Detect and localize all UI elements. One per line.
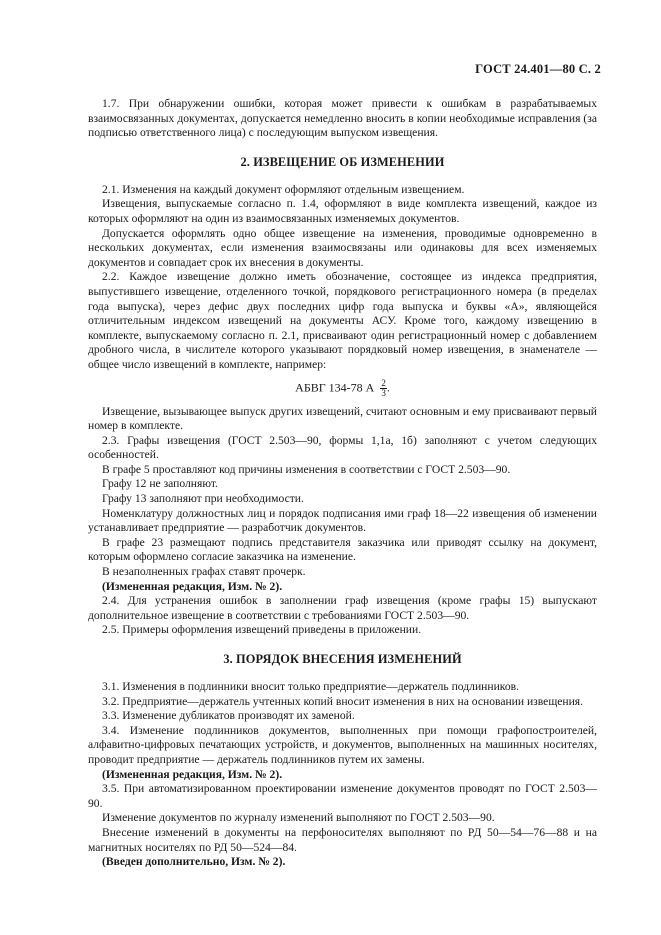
section-3-heading: 3. ПОРЯДОК ВНЕСЕНИЯ ИЗМЕНЕНИЙ bbox=[223, 652, 462, 666]
paragraph-3-3: 3.3. Изменение дубликатов производят их заменой. bbox=[102, 709, 355, 723]
designation-code: АБВГ 134-78 А bbox=[295, 379, 375, 394]
amendment-note: (Измененная редакция, Изм. № 2). bbox=[102, 579, 283, 593]
paragraph-3-2: 3.2. Предприятие—держатель учтенных копий вносит изменения в них на основании извещения. bbox=[102, 694, 584, 708]
paragraph-3-5: 3.5. При автоматизированном проектировании изменение документов проводят по ГОСТ 2.503—90. bbox=[88, 782, 597, 810]
fraction-numerator: 2 bbox=[381, 377, 386, 388]
paragraph-3-1: 3.1. Изменения в подлинники вносит только предприятие—держатель подлинников. bbox=[102, 680, 519, 693]
paragraph-2-3-b: Графу 12 не заполняют. bbox=[102, 477, 218, 491]
running-header: ГОСТ 24.401—80 С. 2 bbox=[475, 62, 601, 76]
paragraph-2-2: 2.2. Каждое извещение должно иметь обозначение, состоящее из индекса предприятия, выпустившего извещение, отделенного точкой, порядкового регистрационного номера (в пределах года выпуска), через дефис двух последних цифр года выпуска и буквы «А», являющейся отличительным индексом извещений на документы АСУ. Кроме того, каждому извещению в комплекте, выпускаемому согласно п. 2.1, присваивают один регистрационный номер с добавлением дробного числа, в числителе которого указывают порядковый номер извещения, в знаменателе — общее число извещений в комплекте, например: bbox=[88, 270, 597, 371]
paragraph-2-1-b: Извещения, выпускаемые согласно п. 1.4, оформляют в виде комплекта извещений, каждое из которых оформляют на один из взаимосвязанных изменяемых документов. bbox=[88, 197, 597, 225]
paragraph-2-5: 2.5. Примеры оформления извещений приведены в приложении. bbox=[102, 623, 422, 637]
fraction-denominator: 3 bbox=[381, 387, 386, 398]
paragraph-3-4: 3.4. Изменение подлинников документов, выполненных при помощи графопостроителей, алфавитно-цифровых печатающих устройств, и документов, выполненных на машинных носителях, проводит предприятие — держатель подлинников путем их замены. bbox=[88, 723, 597, 766]
paragraph-2-2-b: Извещение, вызывающее выпуск других извещений, считают основным и ему присваивают первый номер в комплекте. bbox=[88, 404, 597, 433]
paragraph-2-1-c: Допускается оформлять одно общее извещение на изменения, проводимые одновременно в нескольких документах, если изменения взаимосвязаны или одинаковы для всех изменяемых документов и совпадает срок их внесения в документы. bbox=[88, 226, 597, 269]
paragraph-2-1: 2.1. Изменения на каждый документ оформляют отдельным извещением. bbox=[102, 182, 465, 196]
amendment-note: (Измененная редакция, Изм. № 2). bbox=[102, 767, 283, 781]
paragraph-2-3: 2.3. Графы извещения (ГОСТ 2.503—90, формы 1,1а, 1б) заполняют с учетом следующих особенностей. bbox=[88, 433, 597, 462]
paragraph-3-5-b: Изменение документов по журналу изменений выполняют по ГОСТ 2.503—90. bbox=[102, 811, 495, 825]
designation-period: . bbox=[386, 379, 390, 394]
paragraph-2-3-f: В незаполненных графах ставят прочерк. bbox=[102, 565, 306, 579]
paragraph-2-3-c: Графу 13 заполняют при необходимости. bbox=[102, 492, 304, 506]
section-2-heading: 2. ИЗВЕЩЕНИЕ ОБ ИЗМЕНЕНИИ bbox=[240, 154, 445, 169]
paragraph-2-4: 2.4. Для устранения ошибок в заполнении граф извещения (кроме графы 15) выпускают дополнительное извещение в соответствии с требованиями ГОСТ 2.503—90. bbox=[88, 594, 597, 622]
designation-example bbox=[88, 379, 597, 398]
addition-note: (Введен дополнительно, Изм. № 2). bbox=[102, 855, 286, 869]
document-body bbox=[88, 97, 597, 870]
paragraph-1-7: 1.7. При обнаружении ошибки, которая может привести к ошибкам в разрабатываемых взаимосвязанных документах, допускается немедленно вносить в копии необходимые исправления (за подписью ответственного лица) с последующим выпуском извещения. bbox=[88, 97, 597, 140]
paragraph-2-3-a: В графе 5 проставляют код причины изменения в соответствии с ГОСТ 2.503—90. bbox=[102, 462, 511, 476]
paragraph-3-5-c: Внесение изменений в документы на перфоносителях выполняют по РД 50—54—76—88 и на магнитных носителях по РД 50—524—84. bbox=[88, 825, 597, 854]
paragraph-2-3-d: Номенклатуру должностных лиц и порядок подписания ими граф 18—22 извещения об изменении устанавливает предприятие — разработчик документов. bbox=[88, 506, 597, 535]
paragraph-2-3-e: В графе 23 размещают подпись представителя заказчика или приводят ссылку на документ, которым оформлено согласие заказчика на изменение. bbox=[88, 535, 597, 564]
